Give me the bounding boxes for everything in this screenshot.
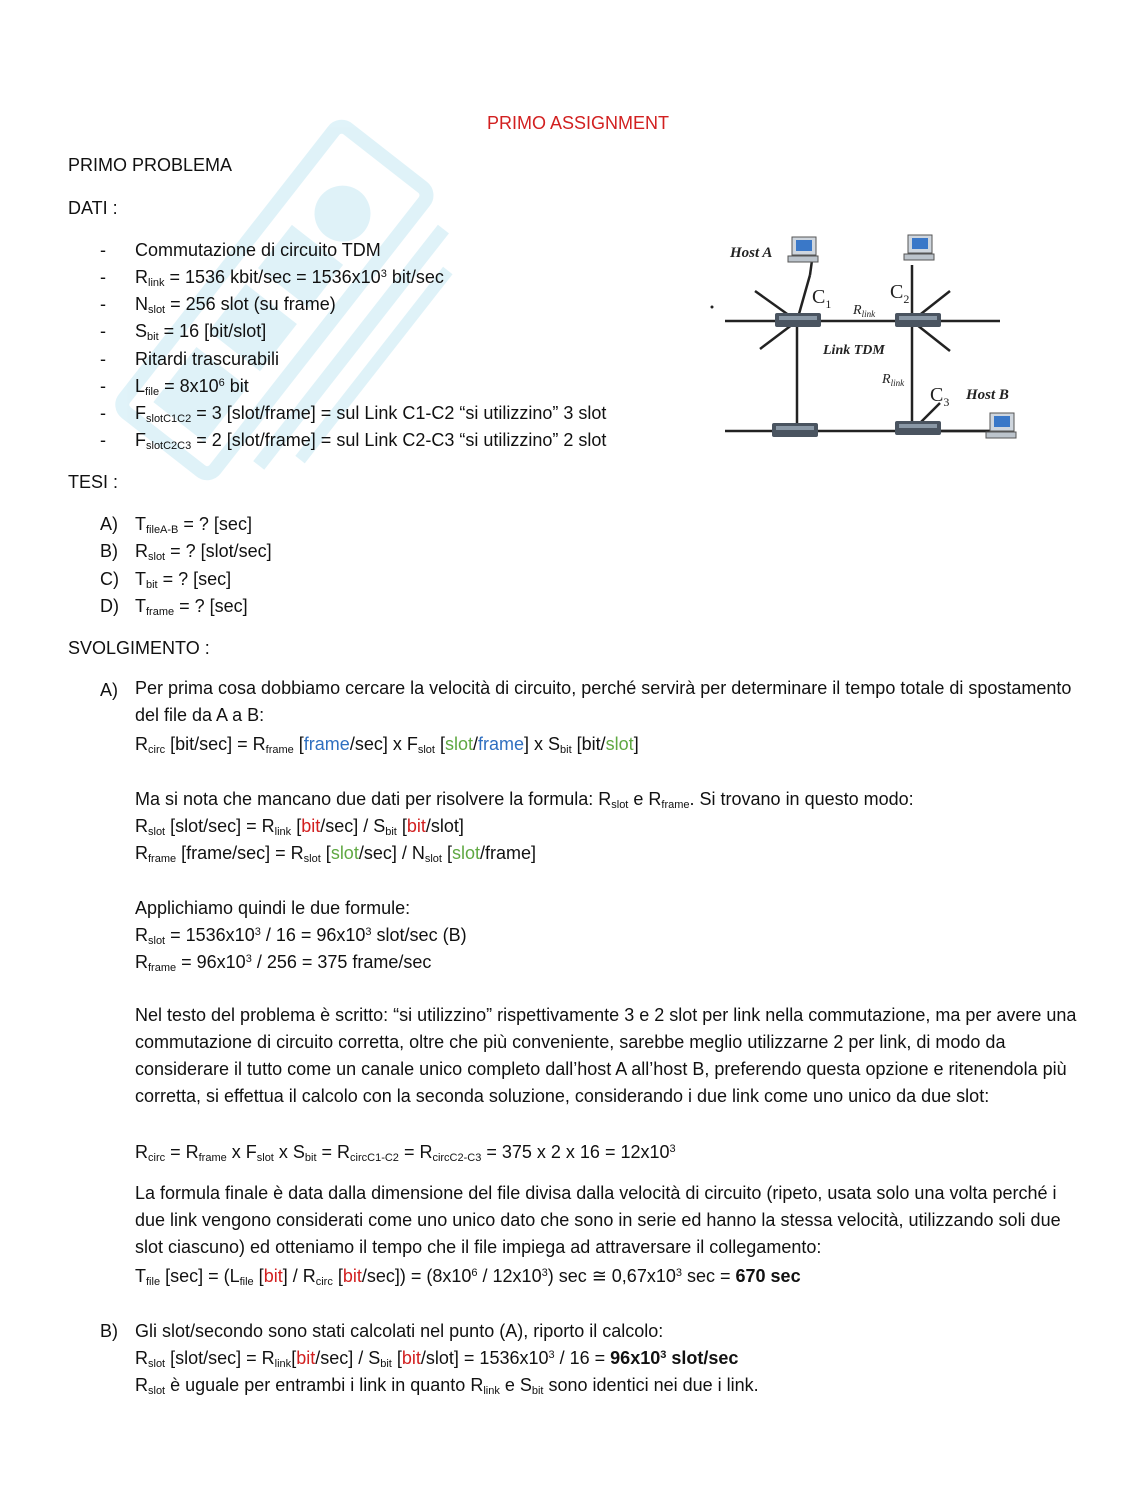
network-diagram: [700, 225, 1040, 455]
section-a-letter: A): [100, 680, 118, 700]
bullet-dash: -: [100, 321, 106, 341]
section-b-letter: B): [100, 1321, 118, 1341]
dati-item-rlink: $R_{link} = 1536$ kbit/sec = $1536x10^3$ bit/sec: [135, 267, 444, 289]
tesi-item-c: $T_{bit}$ = ? [sec]: [135, 569, 232, 591]
dati-item-ritardi: Ritardi trascurabili: [135, 349, 280, 369]
problem-heading: PRIMO PROBLEMA: [68, 155, 233, 175]
apply-text: Applichiamo quindi le due formule:: [135, 898, 411, 918]
bullet-dash: -: [100, 294, 106, 314]
host-b-computer-icon: [986, 413, 1016, 438]
bullet-dash: -: [100, 240, 106, 260]
bullet-dash: -: [100, 267, 106, 287]
switch-c1-icon: [775, 313, 821, 327]
section-a-intro: Per prima cosa dobbiamo cercare la velocità di circuito, perché servirà per determinare il tempo totale di spostamento del file da A a B:: [135, 678, 1072, 725]
tesi-item-b: $R_{slot}$ = ? [slot/sec]: [135, 541, 272, 563]
tesi-heading: TESI :: [68, 472, 119, 492]
formula-rcirc: $R_{circ}$ $[bit/\sec] = R_{frame}$ [frame/sec] x $F_{slot}$ [slot/frame] x $S_{bit}$ [bit/slot]: [135, 734, 639, 756]
host-b-label: Host B: [966, 387, 1009, 403]
tesi-item-a: $T_{fileA-B}$ = ? [sec]: [135, 514, 252, 536]
page-title: PRIMO ASSIGNMENT: [487, 113, 670, 133]
dati-item-sbit: $S_{bit} = 16$ [bit/slot]: [135, 321, 267, 343]
switch-c4-icon: [772, 423, 818, 437]
tesi-letter: B): [100, 541, 118, 561]
dati-heading: DATI :: [68, 198, 118, 218]
dati-item-f23: $F_{slotC2C3} = 2$ [slot/frame] = sul Link C2-C3 “si utilizzino” 2 slot: [135, 430, 607, 452]
host-a-label: Host A: [730, 245, 773, 261]
calc-rslot-b: $R_{slot}$ [slot/sec] = $R_{link}[bit/\sec] / S_{bit}$ [bit/slot] = $1536x10^3 / 16 = 96x10^3$ slot/sec: [135, 1348, 739, 1370]
dati-item-circuit: Commutazione di circuito TDM: [135, 240, 381, 260]
watermark-logo: [40, 60, 560, 580]
calc-rframe: $R_{frame} = 96x10^3 / 256 = 375$ frame/sec: [135, 952, 432, 974]
tesi-letter: C): [100, 569, 119, 589]
bullet-dash: -: [100, 376, 106, 396]
calc-tfile: $T_{file}$ $[\sec] = (L_{file}$ $[bit] / R_{circ}$ $[bit/\sec]) = (8x10^6 / 12x10^3)$ sec ≅ $0,67x10^3$ sec = 670 sec: [135, 1266, 801, 1288]
switch-c3-icon: [895, 421, 941, 435]
rlink-mid-label: $R_{link}$: [882, 372, 905, 388]
dati-item-nslot: $N_{slot} = 256$ slot (su frame): [135, 294, 336, 316]
link-tdm-label: Link TDM: [823, 343, 885, 358]
explanation-paragraph: Nel testo del problema è scritto: “si utilizzino” rispettivamente 3 e 2 slot per link nella commutazione, ma per avere una commutazione di circuito corretta, oltre che più conveniente, sarebbe meglio utilizzarne 2 per link, di modo da considerare il tutto come un canale unico completo dall’host A all’host B, preferendo questa opzione e ritenendola più corretta, si effettua il calcolo con la seconda soluzione, considerando i due link come uno unico da due slot:: [135, 1005, 1077, 1106]
bullet-dash: -: [100, 349, 106, 369]
rslot-note: $R_{slot}$ è uguale per entrambi i link in quanto $R_{link}$ e $S_{bit}$ sono identici nei due i link.: [135, 1375, 759, 1397]
section-b-intro: Gli slot/secondo sono stati calcolati nel punto (A), riporto il calcolo:: [135, 1321, 664, 1341]
bullet-dash: -: [100, 430, 106, 450]
missing-data-text: Ma si nota che mancano due dati per risolvere la formula: $R_{slot}$ e $R_{frame}$. Si trovano in questo modo:: [135, 789, 914, 811]
c2-label: $C_2$: [890, 281, 910, 306]
svolgimento-heading: SVOLGIMENTO :: [68, 638, 210, 658]
formula-rslot: $R_{slot}$ [slot/sec] = $R_{link}$ $[bit/\sec] / S_{bit}$ [bit/slot]: [135, 816, 464, 838]
c1-label: $C_1$: [812, 286, 832, 311]
tesi-letter: A): [100, 514, 118, 534]
tesi-item-d: $T_{frame}$ = ? [sec]: [135, 596, 248, 618]
bullet-dash: -: [100, 403, 106, 423]
host-top-computer-icon: [904, 235, 934, 260]
switch-c2-icon: [895, 313, 941, 327]
tesi-letter: D): [100, 596, 119, 616]
c3-label: $C_3$: [930, 384, 950, 409]
calc-rslot: $R_{slot} = 1536x10^3 / 16 = 96x10^3$ slot/sec (B): [135, 925, 467, 947]
dati-item-f12: $F_{slotC1C2} = 3$ [slot/frame] = sul Link C1-C2 “si utilizzino” 3 slot: [135, 403, 607, 425]
formula-rframe: $R_{frame}$ [frame/sec] = $R_{slot}$ [slot/sec] / $N_{slot}$ [slot/frame]: [135, 843, 537, 865]
dati-item-lfile: $L_{file} = 8x10^6$ bit: [135, 376, 249, 398]
rlink-top-label: $R_{link}$: [853, 303, 876, 319]
calc-rcirc: $R_{circ} = R_{frame}$ x $F_{slot}$ x $S_{bit} = R_{circC1-C2} = R_{circC2-C3} = 375$ x 2 x $16 = 12x10^3$: [135, 1142, 676, 1164]
final-formula-paragraph: La formula finale è data dalla dimensione del file divisa dalla velocità di circuito (ripeto, usata solo una volta perché i due link vengono considerati come uno unico dato che sono in serie ed hanno la stessa velocità, utilizzando soli due slot ciascuno) ed otteniamo il tempo che il file impiega ad attraversare il collegamento:: [135, 1183, 1061, 1257]
host-a-computer-icon: [788, 237, 818, 262]
